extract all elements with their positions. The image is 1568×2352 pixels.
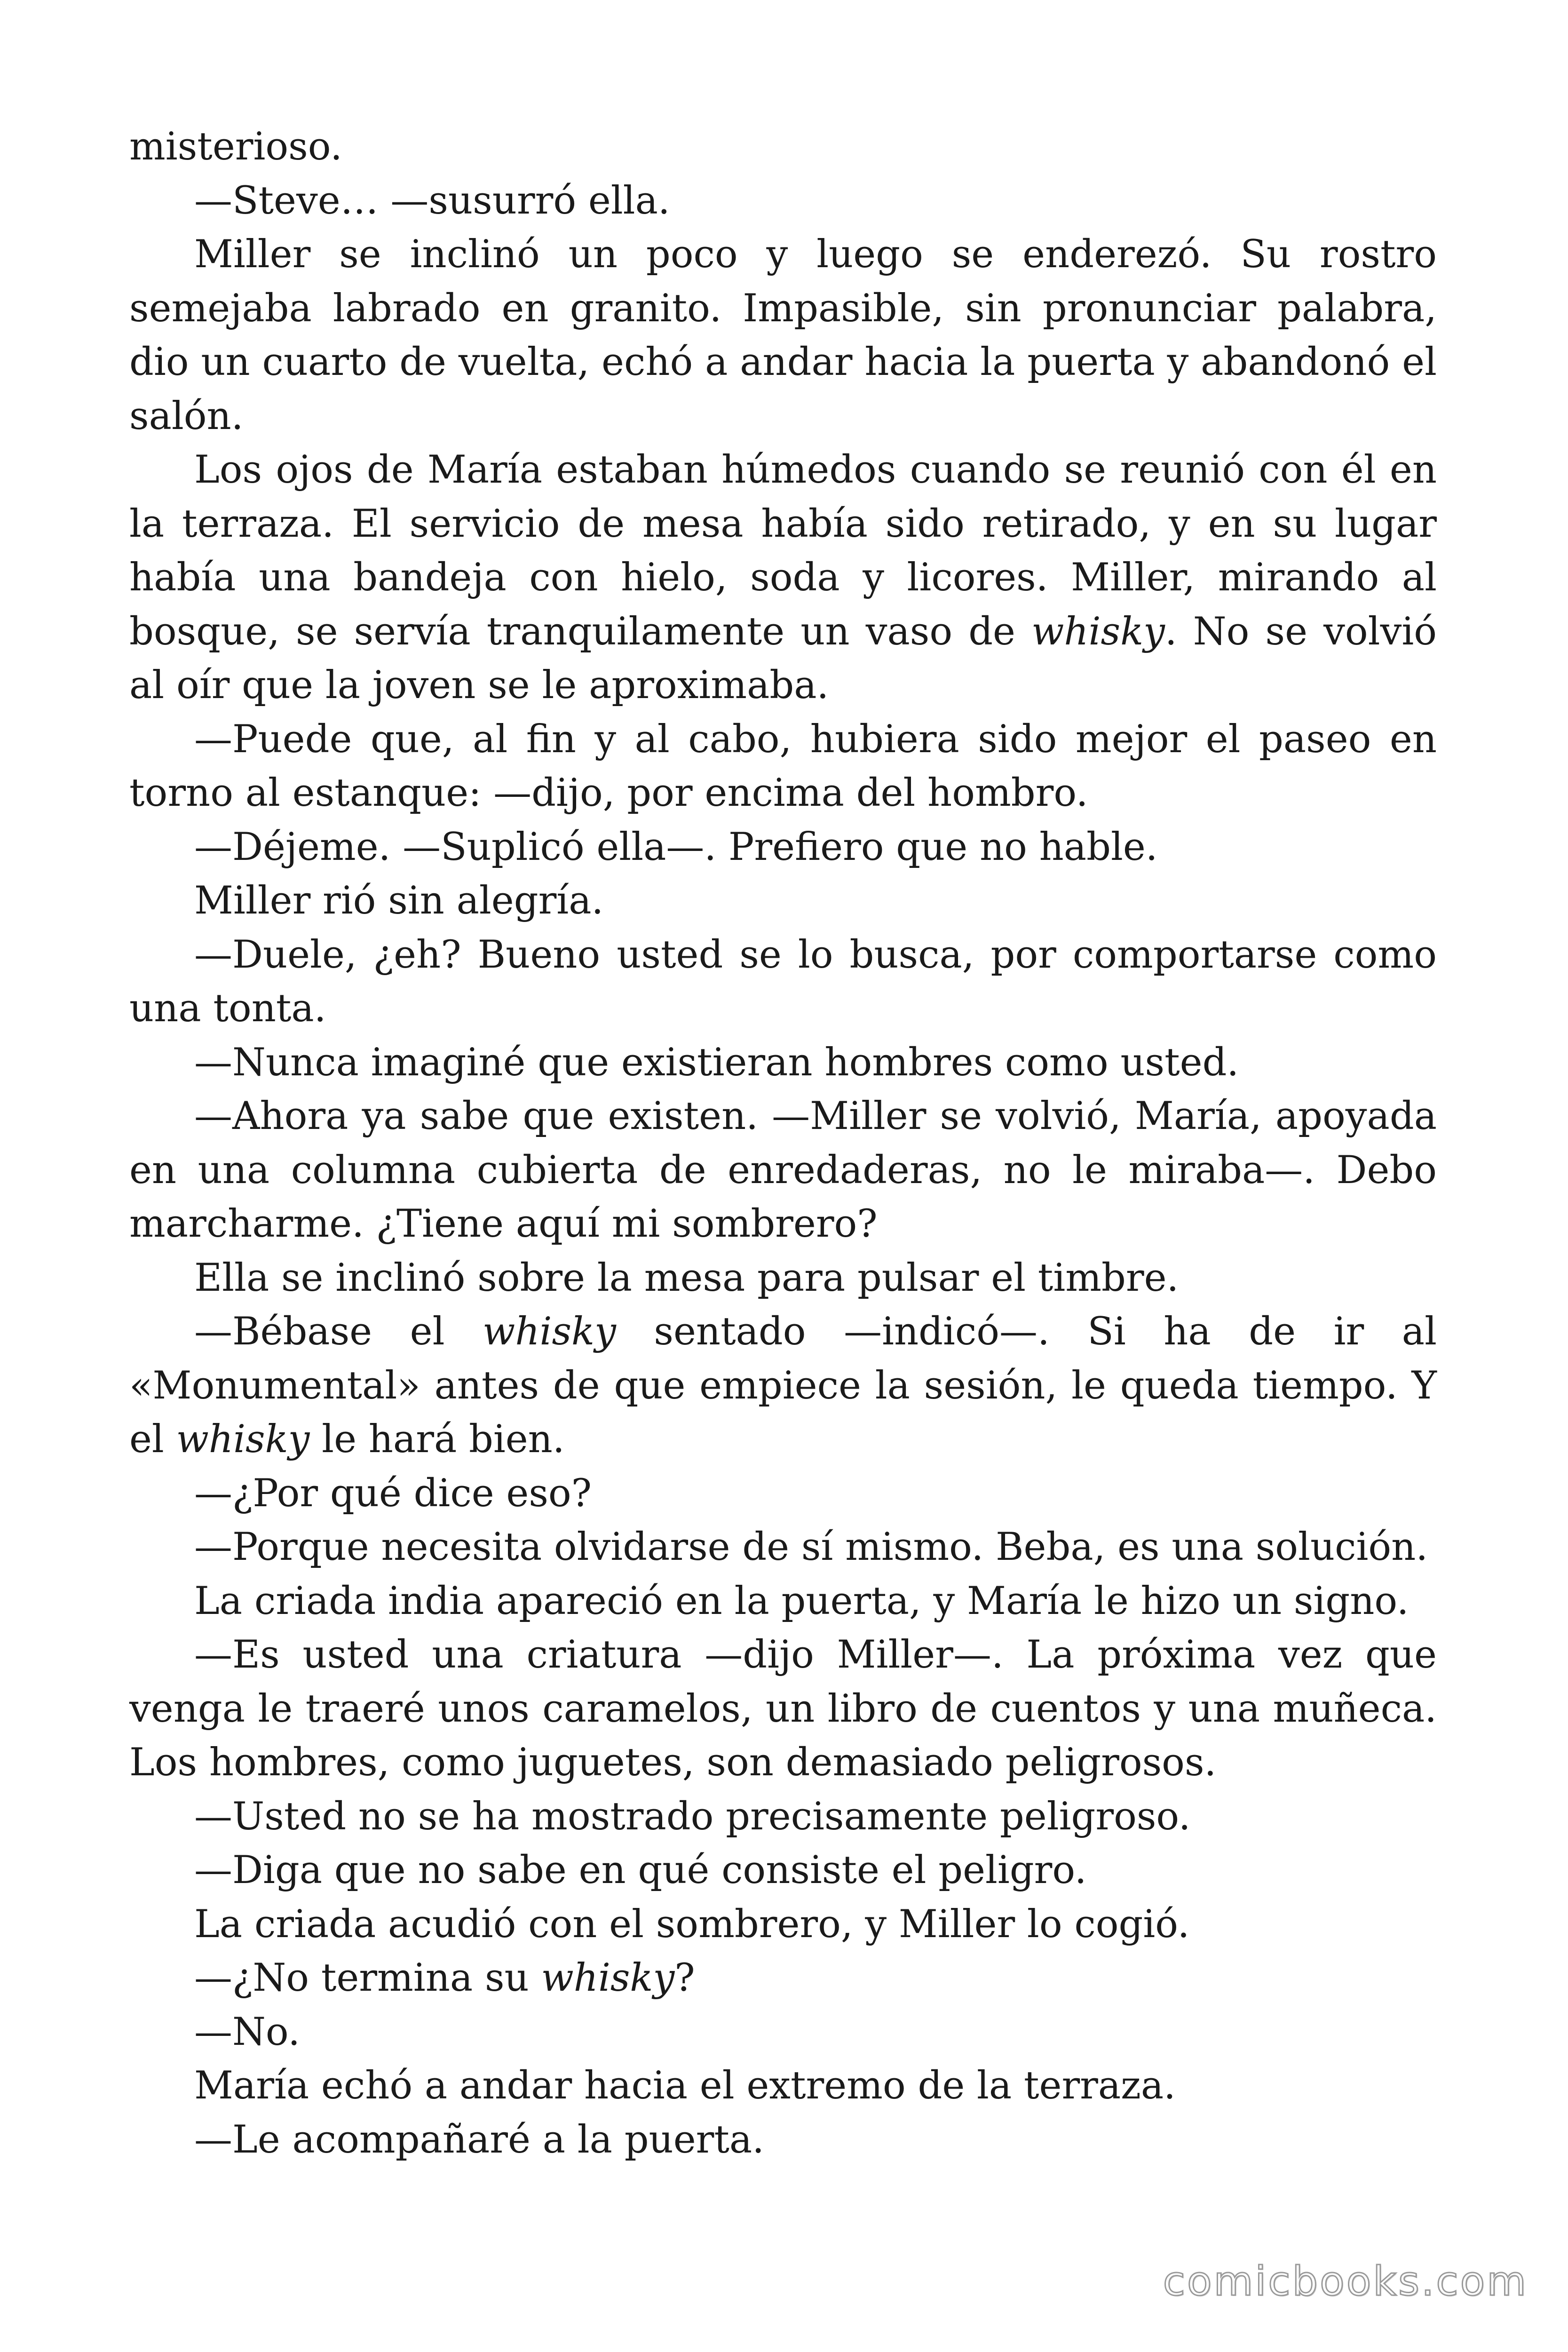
- paragraph: [129, 120, 1437, 174]
- paragraph: [129, 1628, 1437, 1790]
- text-run: —Diga que no sabe en qué consiste el peligro.: [194, 1848, 1087, 1892]
- text-run: —No.: [194, 2010, 300, 2054]
- text-run: —¿Por qué dice eso?: [194, 1471, 592, 1516]
- paragraph: [129, 228, 1437, 443]
- paragraph: [129, 1251, 1437, 1305]
- paragraph: [129, 820, 1437, 874]
- text-run: sentado —indicó—. Si ha de ir al «Monumental» antes de que empiece la sesión, le queda tiempo. Y el: [129, 1310, 1437, 1462]
- text-run: —Puede que, al fin y al cabo, hubiera sido mejor el paseo en torno al estanque: —dijo, por encima del hombro.: [129, 717, 1437, 815]
- paragraph: [129, 2005, 1437, 2059]
- text-run: —Bébase el: [194, 1310, 483, 1354]
- text-run: —¿No termina su: [194, 1956, 541, 2000]
- text-run: —Usted no se ha mostrado precisamente peligroso.: [194, 1794, 1191, 1839]
- text-run: La criada india apareció en la puerta, y María le hizo un signo.: [194, 1579, 1409, 1623]
- paragraph: [129, 1305, 1437, 1467]
- paragraph: [129, 174, 1437, 228]
- paragraph: [129, 1089, 1437, 1251]
- paragraph: [129, 1951, 1437, 2005]
- watermark: comicbooks.com: [1163, 2258, 1528, 2305]
- italic-run: whisky: [176, 1417, 310, 1462]
- text-run: —Porque necesita olvidarse de sí mismo. Beba, es una solución.: [194, 1525, 1428, 1569]
- text-run: le hará bien.: [309, 1417, 565, 1462]
- paragraph: [129, 2059, 1437, 2113]
- italic-run: whisky: [541, 1956, 675, 2000]
- paragraph: [129, 1036, 1437, 1090]
- paragraph: [129, 1843, 1437, 1898]
- paragraph: [129, 874, 1437, 928]
- text-run: —Ahora ya sabe que existen. —Miller se volvió, María, apoyada en una columna cubierta de enredaderas, no le miraba—. Debo marcharme. ¿Tiene aquí mi sombrero?: [129, 1094, 1437, 1246]
- text-run: Miller se inclinó un poco y luego se enderezó. Su rostro semejaba labrado en granito. Impasible, sin pronunciar palabra, dio un cuarto de vuelta, echó a andar hacia la puerta y abandonó el salón.: [129, 232, 1437, 438]
- text-run: —Es usted una criatura —dijo Miller—. La próxima vez que venga le traeré unos caramelos, un libro de cuentos y una muñeca. Los hombres, como juguetes, son demasiado peligrosos.: [129, 1633, 1437, 1785]
- text-run: —Duele, ¿eh? Bueno usted se lo busca, por comportarse como una tonta.: [129, 932, 1437, 1031]
- text-run: Ella se inclinó sobre la mesa para pulsar el timbre.: [194, 1255, 1179, 1300]
- text-run: misterioso.: [129, 125, 342, 169]
- text-run: Miller rió sin alegría.: [194, 879, 604, 923]
- paragraph: [129, 713, 1437, 820]
- text-run: . No se volvió al oír que la joven se le aproximaba.: [129, 609, 1437, 707]
- text-run: —Déjeme. —Suplicó ella—. Prefiero que no hable.: [194, 825, 1158, 869]
- text-run: María echó a andar hacia el extremo de la terraza.: [194, 2064, 1176, 2108]
- body-text: [129, 120, 1437, 2167]
- italic-run: whisky: [483, 1310, 616, 1354]
- paragraph: [129, 1574, 1437, 1629]
- paragraph: [129, 443, 1437, 713]
- paragraph: [129, 1790, 1437, 1844]
- text-run: —Nunca imaginé que existieran hombres como usted.: [194, 1040, 1239, 1085]
- text-run: —Steve… —susurró ella.: [194, 178, 670, 223]
- text-run: ?: [674, 1956, 695, 2000]
- text-run: La criada acudió con el sombrero, y Miller lo cogió.: [194, 1902, 1190, 1947]
- paragraph: [129, 1520, 1437, 1574]
- paragraph: [129, 2113, 1437, 2167]
- text-run: Los ojos de María estaban húmedos cuando se reunió con él en la terraza. El servicio de mesa había sido retirado, y en su lugar había una bandeja con hielo, soda y licores. Miller, mirando al bosque, se servía tranquilamente un vaso de: [129, 448, 1437, 654]
- paragraph: [129, 1898, 1437, 1952]
- paragraph: [129, 1467, 1437, 1521]
- text-run: —Le acompañaré a la puerta.: [194, 2117, 764, 2162]
- italic-run: whisky: [1031, 609, 1165, 654]
- paragraph: [129, 928, 1437, 1036]
